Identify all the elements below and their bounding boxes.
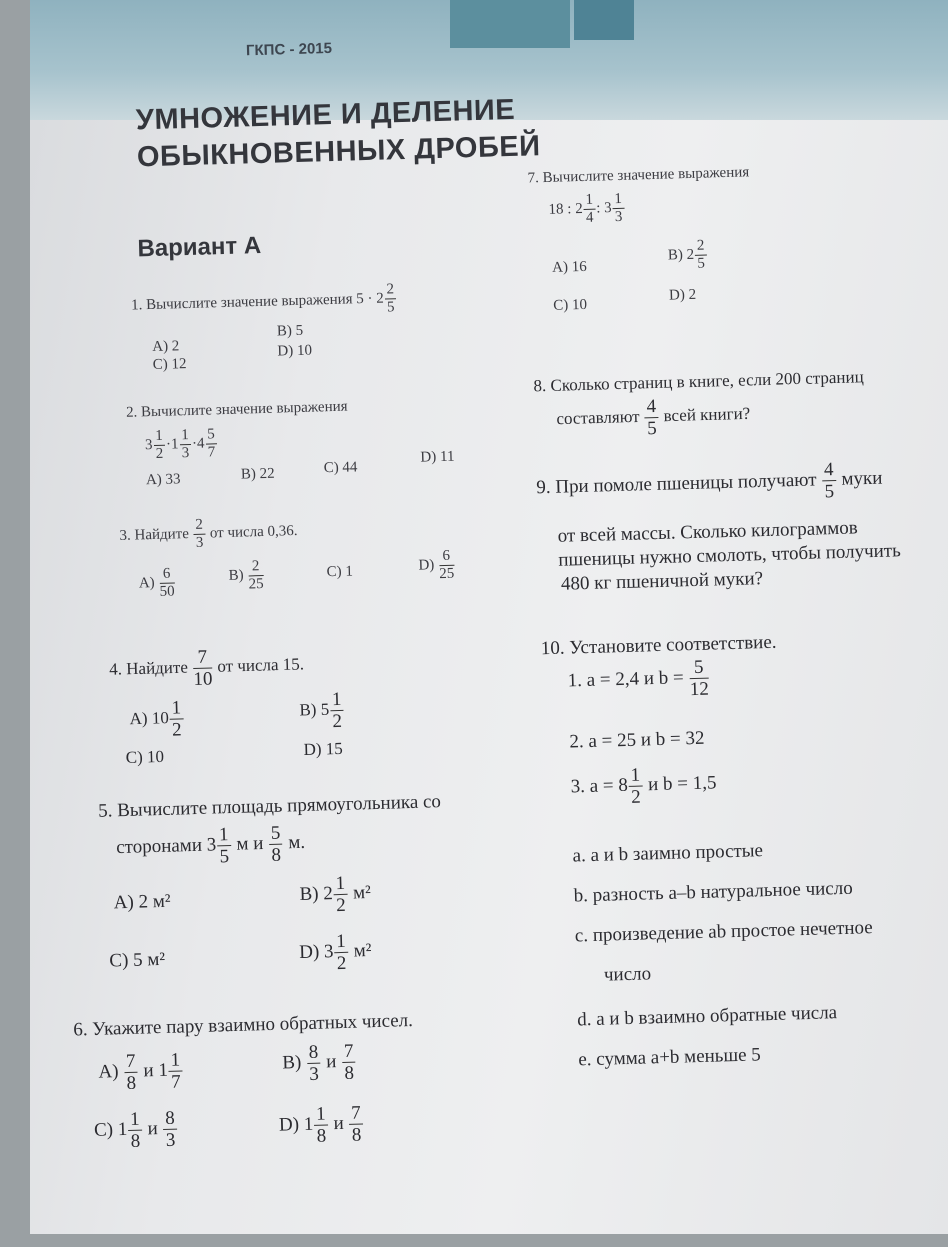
variant-heading: Вариант А [137,231,262,263]
question-6: 6. Укажите пару взаимно обратных чисел. [72,1010,414,1041]
question-5-line-1: 5. Вычислите площадь прямоугольника со [97,791,442,822]
q6-option-b[interactable]: B) $\frac{8}{3}$ и $\frac{7}{8}$ [282,1040,355,1085]
question-1: 1. Вычислите значение выражения 5 · 2 $\frac{2}{5}$ [130,281,395,316]
q4-option-b[interactable]: B) 5 $\frac{1}{2}$ [299,688,343,733]
question-9-line-3: пшеницы нужно смолоть, чтобы получить [558,540,902,571]
question-8-line-2: составляют $\frac{4}{5}$ всей книги? [556,396,751,440]
q10-row-1: 1. a = 2,4 и b = $\frac{5}{12}$ [567,656,710,701]
q7-option-a[interactable]: A) 16 [551,258,587,276]
q6-option-a[interactable]: A) $\frac{7}{8}$ и 1 $\frac{1}{7}$ [98,1049,182,1095]
title-line-1: УМНОЖЕНИЕ И ДЕЛЕНИЕ [135,93,516,137]
question-9-line-1: 9. При помоле пшеницы получают $\frac{4}{5}$ муки [536,459,883,503]
q7-option-d[interactable]: D) 2 [668,286,697,304]
question-10: 10. Установите соответствие. [540,631,777,660]
q5-option-c[interactable]: C) 5 м² [109,948,166,972]
q3-option-b[interactable]: B) $\frac{2}{25}$ [228,558,264,593]
q4-option-a[interactable]: A) 10 $\frac{1}{2}$ [129,697,182,741]
q1-option-a[interactable]: A) 2 [152,338,180,356]
q7-option-c[interactable]: C) 10 [553,296,588,314]
question-2: 2. Вычислите значение выражения [125,398,348,421]
q2-option-a[interactable]: A) 33 [145,471,181,489]
q1-option-c[interactable]: C) 12 [152,356,187,374]
q3-option-a[interactable]: A) $\frac{6}{50}$ [138,565,175,600]
q5-option-b[interactable]: B) 2 $\frac{1}{2}$ м² [299,872,372,917]
q2-option-c[interactable]: C) 44 [323,459,358,477]
q2-option-b[interactable]: B) 22 [240,465,275,483]
q10-option-a: a. a и b заимно простые [572,840,764,867]
q10-option-c-line-1: c. произведение ab простое нечетное [574,917,873,947]
q10-row-3: 3. a = 8 $\frac{1}{2}$ и b = 1,5 [570,764,717,808]
q10-option-e: e. сумма a+b меньше 5 [578,1044,762,1071]
q3-option-d[interactable]: D) $\frac{6}{25}$ [418,547,455,583]
question-7: 7. Вычислите значение выражения [527,164,750,187]
q10-row-2: 2. a = 25 и b = 32 [569,727,705,753]
q1-option-b[interactable]: B) 5 [276,322,304,340]
q7-expression: 18 : 2 $\frac{1}{4}$ : 3 $\frac{1}{3}$ [548,190,623,226]
question-9-line-2: от всей массы. Сколько килограммов [557,517,858,547]
q3-option-c[interactable]: C) 1 [326,563,354,581]
q4-option-d[interactable]: D) 15 [303,738,343,759]
q10-option-b: b. разность a–b натуральное число [573,877,853,907]
q6-option-c[interactable]: C) 1 $\frac{1}{8}$ и $\frac{8}{3}$ [93,1107,176,1152]
question-3: 3. Найдите $\frac{2}{3}$ от числа 0,36. [119,516,298,551]
q7-option-b[interactable]: B) 2 $\frac{2}{5}$ [667,237,706,272]
series-label: ГКПС - 2015 [245,39,333,60]
question-8-line-1: 8. Сколько страниц в книге, если 200 страниц [533,367,864,396]
fraction: $\frac{2}{5}$ [386,281,395,316]
q2-expression: 3 $\frac{1}{2}$ ·1 $\frac{1}{3}$ ·4 $\frac{5}{7}$ [144,426,216,462]
q4-option-c[interactable]: C) 10 [125,746,165,767]
q1-option-d[interactable]: D) 10 [277,342,313,360]
q6-option-d[interactable]: D) 1 $\frac{1}{8}$ и $\frac{7}{8}$ [278,1102,362,1147]
q10-option-c-line-2: число [603,963,652,986]
title-line-2: ОБЫКНОВЕННЫХ ДРОБЕЙ [136,130,541,174]
question-5-line-2: сторонами 3 $\frac{1}{5}$ м и $\frac{5}{8}$ м. [115,822,306,868]
q10-option-d: d. a и b взаимно обратные числа [576,1002,838,1031]
q5-option-d[interactable]: D) 3 $\frac{1}{2}$ м² [298,930,372,975]
q2-option-d[interactable]: D) 11 [420,448,455,466]
q5-option-a[interactable]: A) 2 м² [113,890,171,914]
question-4: 4. Найдите $\frac{7}{10}$ от числа 15. [108,646,305,691]
question-9-line-4: 480 кг пшеничной муки? [560,568,764,595]
